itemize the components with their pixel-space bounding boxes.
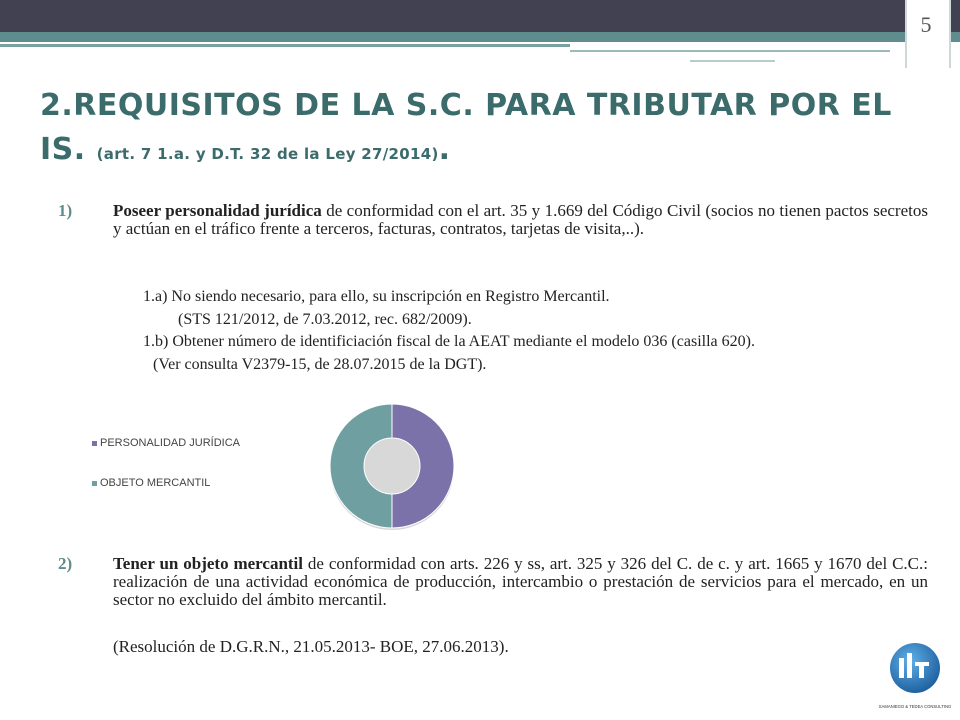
header-bar bbox=[0, 0, 960, 32]
slide-title bbox=[40, 84, 900, 176]
requirement-number: 2) bbox=[58, 554, 73, 573]
sub-line: (STS 121/2012, de 7.03.2012, rec. 682/2009). bbox=[178, 311, 472, 328]
legend-swatch bbox=[92, 481, 97, 486]
header-line bbox=[690, 60, 775, 62]
header-accent-bar bbox=[0, 32, 960, 42]
legend-item bbox=[92, 477, 210, 489]
legend-label: OBJETO MERCANTIL bbox=[100, 477, 211, 489]
title-reference: (art. 7 1.a. y D.T. 32 de la Ley 27/2014) bbox=[96, 145, 439, 163]
resolution-note: (Resolución de D.G.R.N., 21.05.2013- BOE, 27.06.2013). bbox=[113, 637, 509, 656]
legend-item bbox=[92, 437, 240, 449]
logo-text: SAMANIEGO & TEDEA CONSULTING bbox=[878, 704, 952, 709]
requirement-2 bbox=[58, 555, 928, 609]
slide-number: 5 bbox=[920, 12, 932, 37]
sub-line: (Ver consulta V2379-15, de 28.07.2015 de la DGT). bbox=[153, 356, 487, 373]
requirement-text: de conformidad con el art. 35 y 1.669 del Código Civil (socios no tienen pactos secretos y actúan en el tráfico frente a terceros, facturas, contratos, tarjetas de visita,..). bbox=[113, 201, 928, 238]
title-end: . bbox=[438, 132, 451, 167]
sub-line: 1.b) Obtener número de identificiación fiscal de la AEAT mediante el modelo 036 (casilla 620). bbox=[143, 333, 755, 350]
header-line bbox=[570, 50, 890, 52]
company-logo bbox=[878, 640, 952, 715]
requirement-heading: Poseer personalidad jurídica bbox=[113, 201, 322, 220]
requirement-number: 1) bbox=[58, 201, 73, 220]
requirement-heading: Tener un objeto mercantil bbox=[113, 554, 304, 573]
requirement-text: de conformidad con arts. 226 y ss, art. 325 y 326 del C. de c. y art. 1665 y 1670 del C.C.: realización de una actividad económica de producción, intercambio o prestación de servicios para el mercado, en un sector no excluido del ámbito mercantil. bbox=[113, 554, 928, 609]
legend-swatch bbox=[92, 441, 97, 446]
title-main: 2.REQUISITOS DE LA S.C. PARA TRIBUTAR POR EL IS. bbox=[40, 88, 892, 167]
requirement-1 bbox=[58, 202, 928, 238]
legend-label: PERSONALIDAD JURÍDICA bbox=[100, 437, 240, 449]
donut-chart bbox=[326, 402, 458, 532]
sub-line: 1.a) No siendo necesario, para ello, su inscripción en Registro Mercantil. bbox=[143, 288, 610, 305]
header-line bbox=[0, 44, 570, 47]
